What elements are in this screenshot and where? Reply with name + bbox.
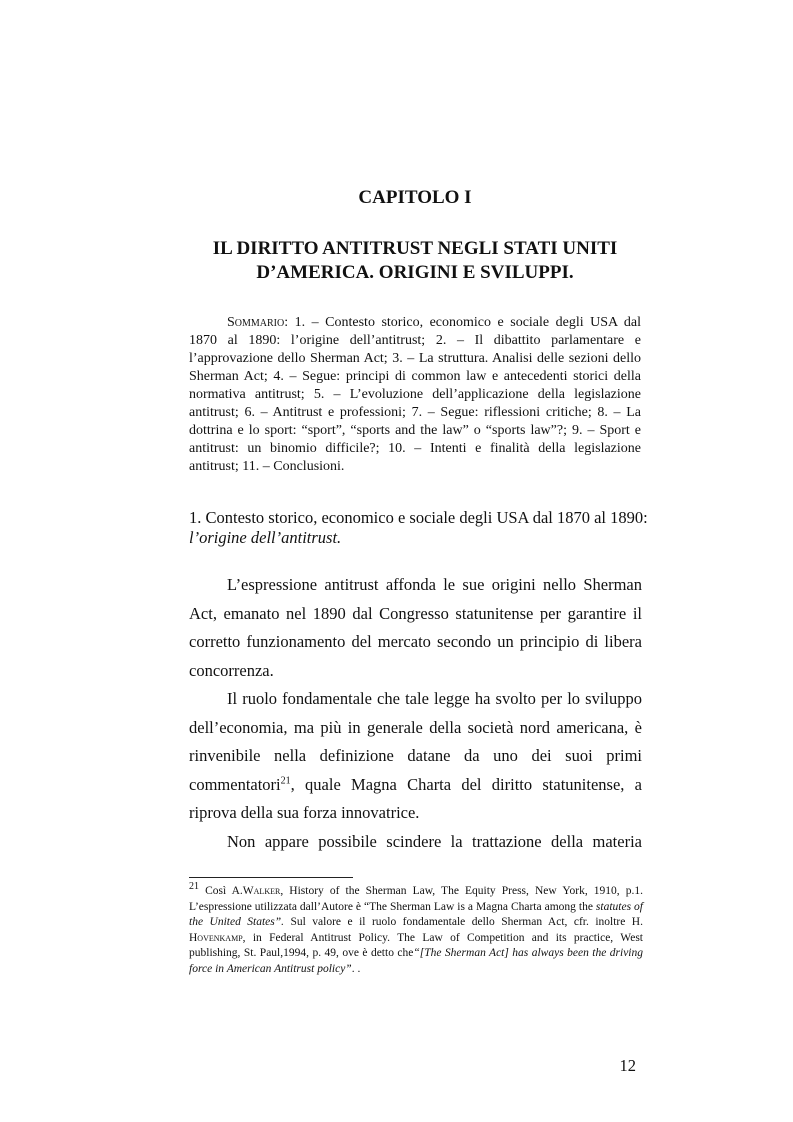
footnote-quote: statutes of the United States”. [189, 900, 643, 928]
footnote-text: Così A. [199, 885, 243, 897]
section-heading [189, 508, 649, 548]
body-paragraph-1: L’espressione antitrust affonda le sue origini nello Sherman Act, emanato nel 1890 dal Congresso statunitense per garantire il corretto funzionamento del mercato secondo un principio di libera concorrenza. [189, 575, 642, 680]
chapter-summary [189, 314, 641, 476]
chapter-title-line-1: IL DIRITTO ANTITRUST NEGLI STATI UNITI [212, 238, 618, 259]
body-paragraph-3: Non appare possibile scindere la trattazione della materia [227, 831, 642, 851]
summary-text: : 1. – Contesto storico, economico e sociale degli USA dal 1870 al 1890: l’origine dell’antitrust; 2. – Il dibattito parlamentare e l’approvazione dello Sherman Act; 3. – La struttura. Analisi delle sezioni dello Sherman Act; 4. – Segue: principi di common law e antecedenti storici della normativa antitrust; 5. – L’evoluzione dell’applicazione della legislazione antitrust; 6. – Antitrust e professioni; 7. – Segue: riflessioni critiche; 8. – La dottrina e lo sport: “sport”, “sports and the law” o “sports law”?; 9. – Sport e antitrust: un binomio difficile?; 10. – Intenti e finalità della legislazione antitrust; 11. – Conclusioni. [189, 315, 641, 474]
footnote-text: . . [351, 962, 361, 975]
body-paragraph-2 [189, 685, 642, 828]
footnote-separator [189, 877, 353, 878]
footnote-text: Sul valore e il ruolo fondamentale dello Sherman Act, cfr. inoltre H. [284, 916, 643, 928]
page-number: 12 [619, 1056, 636, 1075]
chapter-label: CAPITOLO I [358, 187, 472, 208]
footnote-quote: “[The Sherman Act] has always been the driving force in American Antitrust policy” [189, 947, 643, 975]
body-paragraph-2-continuation: , quale Magna Charta del diritto statunitense, a riprova della sua forza innovatrice. [189, 774, 642, 822]
footnote-number: 21 [189, 881, 199, 893]
section-heading-subtitle: l’origine dell’antitrust. [189, 528, 342, 547]
footnote-21 [189, 881, 643, 977]
footnote-text: , in Federal Antitrust Policy. The Law of Competition and its practice, West publishing, St. Paul,1994, p. 49, ove è detto che [189, 931, 643, 959]
chapter-title [189, 237, 641, 285]
footnote-author-walker: Walker [242, 885, 281, 897]
summary-label: Sommario [227, 315, 285, 330]
footnote-reference: 21 [280, 775, 291, 786]
body-paragraph-2-text: Il ruolo fondamentale che tale legge ha svolto per lo sviluppo dell’economia, ma più in generale della società nord americana, è rinvenibile nella definizione datane da uno dei suoi primi commentatori [189, 689, 642, 794]
section-heading-text: 1. Contesto storico, economico e sociale degli USA dal 1870 al 1890: [189, 508, 648, 527]
footnote-author-hovenkamp: Hovenkamp [189, 931, 243, 944]
chapter-title-line-2: D’AMERICA. ORIGINI E SVILUPPI. [256, 262, 574, 283]
body-text [189, 571, 642, 856]
footnote-text: , History of the Sherman Law, The Equity Press, New York, 1910, p.1. L’espressione utilizzata dall’Autore è “The Sherman Law is a Magna Charta among the [189, 885, 643, 913]
